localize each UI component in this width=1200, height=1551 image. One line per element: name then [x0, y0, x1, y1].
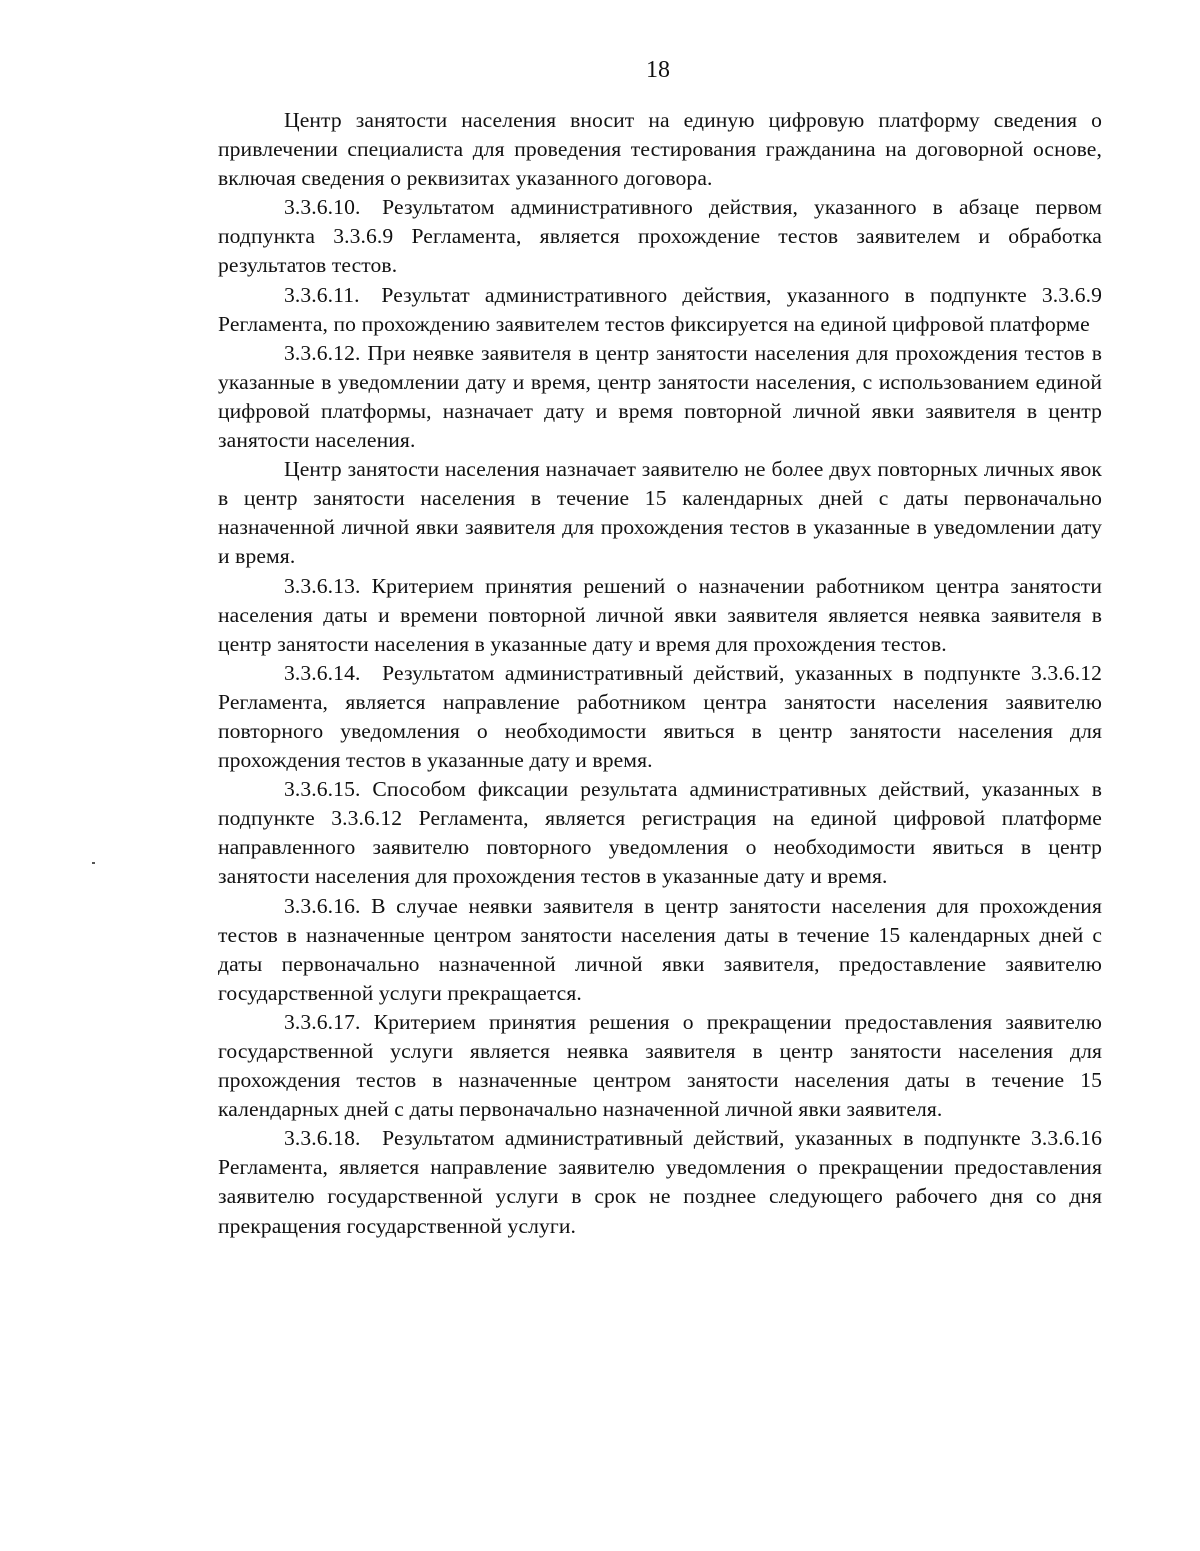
paragraph-repeat-visits: Центр занятости населения назначает заявителю не более двух повторных личных явок в центр занятости населения в течение 15 календарных дней с даты первоначально назначенной личной явки заявителя для прохождения тестов в указанные в уведомлении дату и время. — [218, 457, 1102, 569]
paragraph-3-3-6-10: 3.3.6.10. Результатом административного действия, указанного в абзаце первом подпункта 3.3.6.9 Регламента, является прохождение тестов заявителем и обработка результатов тестов. — [218, 195, 1102, 278]
paragraph-intro: Центр занятости населения вносит на единую цифровую платформу сведения о привлечении специалиста для проведения тестирования гражданина на договорной основе, включая сведения о реквизитах указанного договора. — [218, 108, 1102, 191]
paragraph-3-3-6-14: 3.3.6.14. Результатом административный действий, указанных в подпункте 3.3.6.12 Регламента, является направление работником центра занятости населения заявителю повторного уведомления о необходимости явиться в центр занятости населения для прохождения тестов в указанные дату и время. — [218, 660, 1102, 773]
paragraph-3-3-6-16: 3.3.6.16. В случае неявки заявителя в центр занятости населения для прохождения тестов в назначенные центром занятости населения даты в течение 15 календарных дней с даты первоначально назначенной личной явки заявителя, предоставление заявителю государственной услуги прекращается. — [218, 893, 1102, 1005]
scan-artifact — [92, 862, 95, 864]
paragraph-3-3-6-11: 3.3.6.11. Результат административного действия, указанного в подпункте 3.3.6.9 Регламента, по прохождению заявителем тестов фиксируется на единой цифровой платформе — [218, 282, 1102, 336]
paragraph-3-3-6-18: 3.3.6.18. Результатом административный действий, указанных в подпункте 3.3.6.16 Регламента, является направление заявителю уведомления о прекращении предоставления заявителю государственной услуги в срок не позднее следующего рабочего дня со дня прекращения государственной услуги. — [218, 1126, 1102, 1238]
paragraph-3-3-6-12: 3.3.6.12. При неявке заявителя в центр занятости населения для прохождения тестов в указанные в уведомлении дату и время, центр занятости населения, с использованием единой цифровой платформы, назначает дату и время повторной личной явки заявителя в центр занятости населения. — [218, 340, 1102, 453]
page-number: 18 — [646, 57, 670, 83]
document-body — [218, 106, 1102, 1241]
paragraph-3-3-6-13: 3.3.6.13. Критерием принятия решений о назначении работником центра занятости населения даты и времени повторной личной явки заявителя является неявка заявителя в центр занятости населения в указанные дату и время для прохождения тестов. — [218, 573, 1102, 656]
paragraph-3-3-6-15: 3.3.6.15. Способом фиксации результата административных действий, указанных в подпункте 3.3.6.12 Регламента, является регистрация на единой цифровой платформе направленного заявителю повторного уведомления о необходимости явиться в центр занятости населения для прохождения тестов в указанные дату и время. — [218, 777, 1102, 889]
paragraph-3-3-6-17: 3.3.6.17. Критерием принятия решения о прекращении предоставления заявителю государственной услуги является неявка заявителя в центр занятости населения для прохождения тестов в назначенные центром занятости населения даты в течение 15 календарных дней с даты первоначально назначенной личной явки заявителя. — [218, 1009, 1102, 1122]
